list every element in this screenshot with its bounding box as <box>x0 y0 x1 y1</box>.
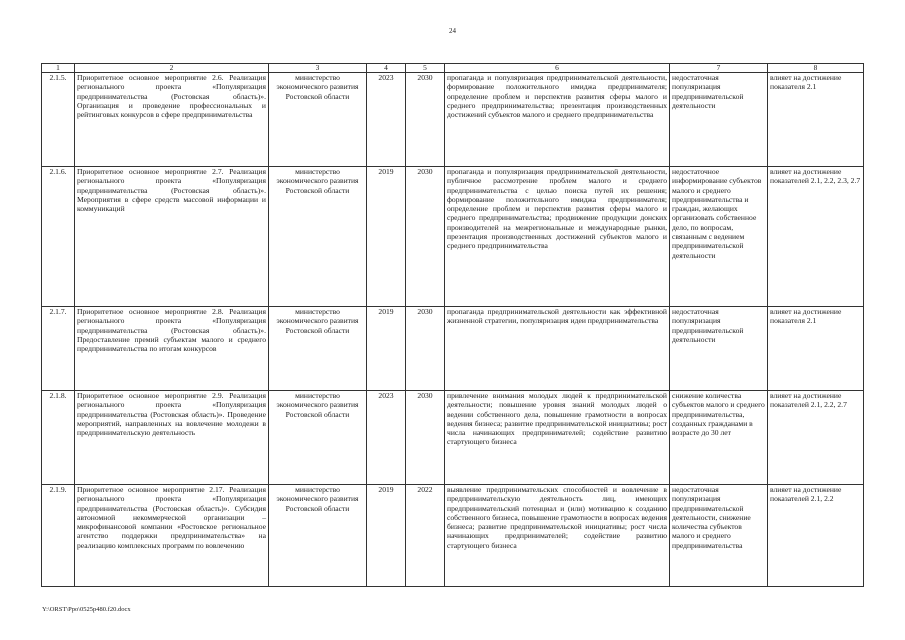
indicator-link: влияет на достижение показателя 2.1 <box>768 307 864 391</box>
column-header: 1 <box>42 64 75 73</box>
column-header: 2 <box>75 64 269 73</box>
row-number: 2.1.8. <box>42 391 75 485</box>
non-implementation-consequences: недостаточная популяризация предпринимательской деятельности <box>670 73 768 167</box>
row-number: 2.1.5. <box>42 73 75 167</box>
column-header: 3 <box>269 64 367 73</box>
end-year: 2030 <box>406 307 445 391</box>
start-year: 2019 <box>367 307 406 391</box>
end-year: 2030 <box>406 391 445 485</box>
measure-name: Приоритетное основное мероприятие 2.7. Реализация регионального проекта «Популяризация предпринимательства (Ростовская область)». Мероприятия в сфере средств массовой информации и коммуникаций <box>75 167 269 307</box>
expected-result: пропаганда предпринимательской деятельности как эффективной жизненной стратегии, популяризация идеи предпринимательства <box>445 307 670 391</box>
row-number: 2.1.7. <box>42 307 75 391</box>
column-header: 8 <box>768 64 864 73</box>
executor: министерство экономического развития Ростовской области <box>269 391 367 485</box>
indicator-link: влияет на достижение показателей 2.1, 2.2 <box>768 485 864 587</box>
footer-file-path: Y:\ORST\Ppo\0525p480.f20.docx <box>42 606 131 613</box>
executor: министерство экономического развития Ростовской области <box>269 307 367 391</box>
executor: министерство экономического развития Ростовской области <box>269 485 367 587</box>
column-header: 4 <box>367 64 406 73</box>
table-row <box>42 391 864 485</box>
measure-name: Приоритетное основное мероприятие 2.8. Реализация регионального проекта «Популяризация предпринимательства (Ростовская область)». Предоставление премий субъектам малого и среднего предпринимательства по итогам конкурсов <box>75 307 269 391</box>
indicator-link: влияет на достижение показателей 2.1, 2.2, 2.3, 2.7 <box>768 167 864 307</box>
start-year: 2023 <box>367 391 406 485</box>
expected-result: пропаганда и популяризация предпринимательской деятельности, формирование положительного имиджа предпринимателя; определение проблем и перспектив развития сферы малого и среднего предпринимательства; презентация производственных достижений субъектов малого и среднего предпринимательства <box>445 73 670 167</box>
non-implementation-consequences: недостаточная популяризация предпринимательской деятельности, снижение количества субъектов малого и среднего предпринимательства <box>670 485 768 587</box>
column-header: 5 <box>406 64 445 73</box>
measure-name: Приоритетное основное мероприятие 2.9. Реализация регионального проекта «Популяризация предпринимательства (Ростовская область)». Проведение мероприятий, направленных на вовлечение молодежи в предпринимательскую деятельность <box>75 391 269 485</box>
expected-result: привлечение внимания молодых людей к предпринимательской деятельности; повышение уровня знаний молодых людей о ведении собственного дела, повышение грамотности в вопросах ведения бизнеса; развитие предпринимательской инициативы; рост числа начинающих предпринимателей; содействие развитию стартующего бизнеса <box>445 391 670 485</box>
non-implementation-consequences: недостаточная популяризация предпринимательской деятельности <box>670 307 768 391</box>
non-implementation-consequences: снижение количества субъектов малого и среднего предпринимательства, созданных гражданами в возрасте до 30 лет <box>670 391 768 485</box>
end-year: 2022 <box>406 485 445 587</box>
row-number: 2.1.6. <box>42 167 75 307</box>
row-number: 2.1.9. <box>42 485 75 587</box>
column-header: 6 <box>445 64 670 73</box>
expected-result: пропаганда и популяризация предпринимательской деятельности, публичное рассмотрение проблем малого и среднего предпринимательства с целью поиска путей их решения; формирование положительного имиджа предпринимателя; определение проблем и перспектив развития сферы малого и среднего предпринимательства; продвижение продукции донских производителей на межрегиональные и международные рынки, презентация производственных достижений субъектов малого и среднего предпринимательства <box>445 167 670 307</box>
indicator-link: влияет на достижение показателей 2.1, 2.2, 2.7 <box>768 391 864 485</box>
table-header <box>42 64 864 73</box>
table-row <box>42 73 864 167</box>
table-row <box>42 167 864 307</box>
table-row <box>42 307 864 391</box>
column-header: 7 <box>670 64 768 73</box>
start-year: 2019 <box>367 167 406 307</box>
end-year: 2030 <box>406 73 445 167</box>
measure-name: Приоритетное основное мероприятие 2.6. Реализация регионального проекта «Популяризация предпринимательства (Ростовская область)». Организация и проведение профессиональных и рейтинговых конкурсов в сфере предпринимательства <box>75 73 269 167</box>
executor: министерство экономического развития Ростовской области <box>269 167 367 307</box>
expected-result: выявление предпринимательских способностей и вовлечение в предпринимательскую деятельность лиц, имеющих предпринимательский потенциал и (или) мотивацию к созданию собственного бизнеса, повышение грамотности в вопросах ведения бизнеса; развитие предпринимательской инициативы; рост числа начинающих предпринимателей; содействие развитию стартующего бизнеса <box>445 485 670 587</box>
page-number: 24 <box>449 27 456 35</box>
table-row <box>42 485 864 587</box>
executor: министерство экономического развития Ростовской области <box>269 73 367 167</box>
non-implementation-consequences: недостаточное информирование субъектов малого и среднего предпринимательства и граждан, желающих организовать собственное дело, по вопросам, связанным с ведением предпринимательской деятельности <box>670 167 768 307</box>
start-year: 2019 <box>367 485 406 587</box>
end-year: 2030 <box>406 167 445 307</box>
indicator-link: влияет на достижение показателя 2.1 <box>768 73 864 167</box>
start-year: 2023 <box>367 73 406 167</box>
measures-table <box>41 63 864 587</box>
measure-name: Приоритетное основное мероприятие 2.17. Реализация регионального проекта «Популяризация предпринимательства (Ростовская область)». Субсидия автономной некоммерческой организации – микрофинансовой компании «Ростовское региональное агентство поддержки предпринимательства» на реализацию комплексных программ по вовлечению <box>75 485 269 587</box>
